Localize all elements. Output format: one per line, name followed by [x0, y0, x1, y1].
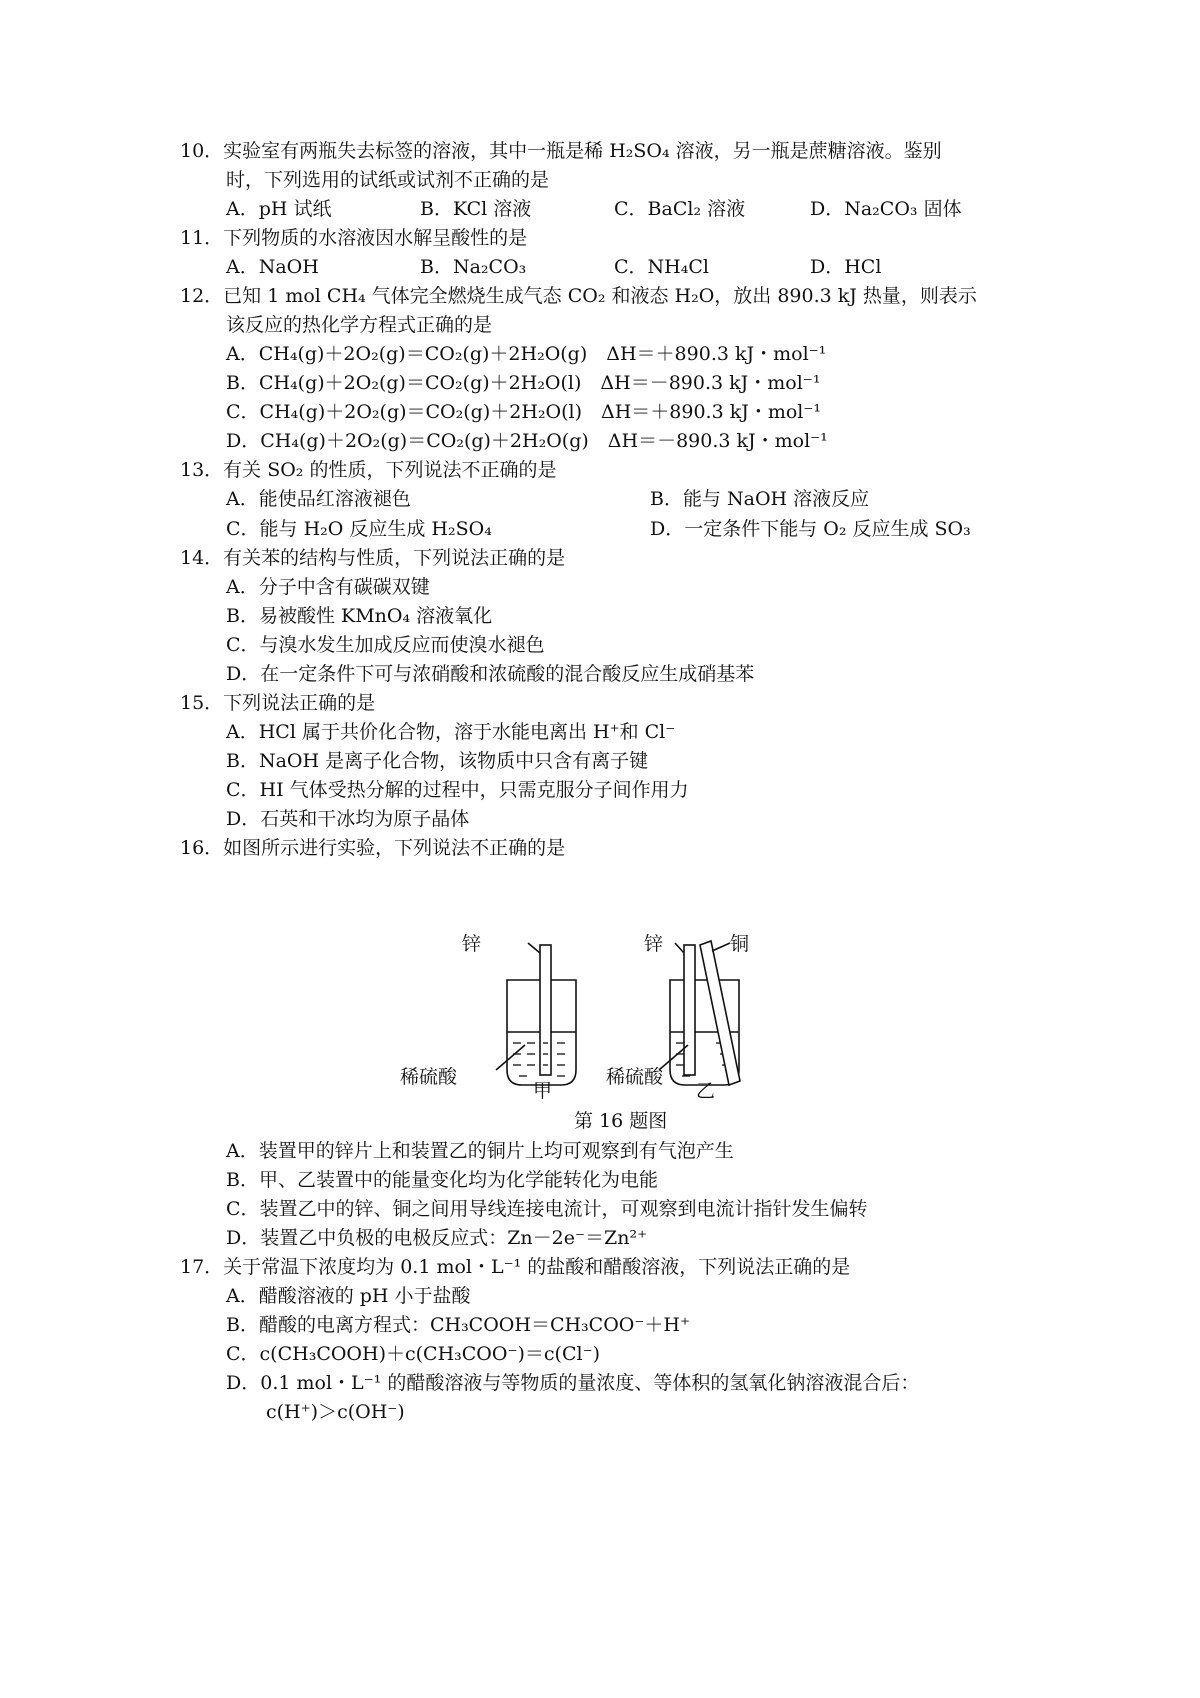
question-13-option-c: C．能与 H₂O 反应生成 H₂SO₄: [226, 518, 492, 540]
label-copper-yi: 铜: [730, 933, 750, 955]
apparatus-jia: [496, 943, 576, 1085]
label-yi: 乙: [696, 1080, 716, 1102]
label-zinc-jia: 锌: [462, 933, 482, 955]
question-17-option-d: D．0.1 mol・L⁻¹ 的醋酸溶液与等物质的量浓度、等体积的氢氧化钠溶液混合后：: [226, 1372, 920, 1394]
question-14-stem: 14．有关苯的结构与性质，下列说法正确的是: [180, 547, 566, 569]
question-11-stem: 11．下列物质的水溶液因水解呈酸性的是: [180, 227, 528, 249]
question-15-stem: 15．下列说法正确的是: [180, 692, 376, 714]
question-10-option-a: A．pH 试纸: [226, 198, 332, 220]
question-12-option-a: A．CH₄(g)＋2O₂(g)＝CO₂(g)＋2H₂O(g) ΔH＝＋890.3 kJ・mol⁻¹: [226, 343, 827, 365]
question-15-option-b: B．NaOH 是离子化合物，该物质中只含有离子键: [226, 750, 649, 772]
question-11-option-d: D．HCl: [810, 256, 882, 278]
leader-copper-yi: [712, 943, 730, 951]
question-12-option-c: C．CH₄(g)＋2O₂(g)＝CO₂(g)＋2H₂O(l) ΔH＝＋890.3 kJ・mol⁻¹: [226, 401, 822, 423]
label-acid-yi: 稀硫酸: [606, 1066, 664, 1088]
question-17-option-a: A．醋酸溶液的 pH 小于盐酸: [226, 1285, 471, 1307]
zinc-strip-jia: [540, 945, 551, 1075]
question-12-option-d: D．CH₄(g)＋2O₂(g)＝CO₂(g)＋2H₂O(g) ΔH＝－890.3 kJ・mol⁻¹: [226, 430, 828, 452]
leader-zinc-jia: [528, 943, 540, 953]
label-acid-jia: 稀硫酸: [400, 1066, 458, 1088]
question-12-stem: 12．已知 1 mol CH₄ 气体完全燃烧生成气态 CO₂ 和液态 H₂O，放出 890.3 kJ 热量，则表示: [180, 285, 977, 307]
question-14-option-a: A．分子中含有碳碳双键: [226, 576, 430, 598]
leader-zinc-yi: [675, 943, 684, 953]
question-13-stem: 13．有关 SO₂ 的性质，下列说法不正确的是: [180, 459, 557, 481]
question-15-option-c: C．HI 气体受热分解的过程中，只需克服分子间作用力: [226, 779, 689, 801]
question-16-stem: 16．如图所示进行实验，下列说法不正确的是: [180, 837, 566, 859]
question-11-option-b: B．Na₂CO₃: [420, 256, 527, 278]
question-11-option-c: C．NH₄Cl: [614, 256, 709, 278]
question-14-option-d: D．在一定条件下可与浓硝酸和浓硫酸的混合酸反应生成硝基苯: [226, 663, 755, 685]
question-12-option-b: B．CH₄(g)＋2O₂(g)＝CO₂(g)＋2H₂O(l) ΔH＝－890.3 kJ・mol⁻¹: [226, 372, 821, 394]
question-15-option-a: A．HCl 属于共价化合物，溶于水能电离出 H⁺和 Cl⁻: [226, 721, 676, 743]
question-13-option-d: D．一定条件下能与 O₂ 反应生成 SO₃: [650, 518, 971, 540]
question-16-option-d: D．装置乙中负极的电极反应式：Zn－2e⁻＝Zn²⁺: [226, 1227, 648, 1249]
question-12-stem-cont: 该反应的热化学方程式正确的是: [226, 314, 493, 336]
question-10-stem: 10．实验室有两瓶失去标签的溶液，其中一瓶是稀 H₂SO₄ 溶液，另一瓶是蔗糖溶液。鉴别: [180, 140, 942, 162]
question-14-option-c: C．与溴水发生加成反应而使溴水褪色: [226, 634, 545, 656]
leader-acid-jia: [496, 1045, 525, 1070]
question-13-option-b: B．能与 NaOH 溶液反应: [650, 488, 870, 510]
question-17-option-d-cont: c(H⁺)＞c(OH⁻): [266, 1401, 405, 1423]
question-15-option-d: D．石英和干冰均为原子晶体: [226, 808, 470, 830]
question-16-option-a: A．装置甲的锌片上和装置乙的铜片上均可观察到有气泡产生: [226, 1140, 734, 1162]
figure-16-caption: 第 16 题图: [574, 1110, 668, 1132]
question-14-option-b: B．易被酸性 KMnO₄ 溶液氧化: [226, 605, 493, 627]
copper-strip-yi: [700, 941, 740, 1085]
question-10-option-c: C．BaCl₂ 溶液: [614, 198, 746, 220]
figure-16: [400, 933, 810, 1110]
question-10-option-d: D．Na₂CO₃ 固体: [810, 198, 962, 220]
question-13-option-a: A．能使品红溶液褪色: [226, 488, 411, 510]
label-zinc-yi: 锌: [644, 933, 664, 955]
question-16-option-c: C．装置乙中的锌、铜之间用导线连接电流计，可观察到电流计指针发生偏转: [226, 1198, 868, 1220]
zinc-strip-yi: [684, 945, 695, 1075]
question-10-stem-cont: 时，下列选用的试纸或试剂不正确的是: [226, 169, 550, 191]
question-17-option-c: C．c(CH₃COOH)＋c(CH₃COO⁻)＝c(Cl⁻): [226, 1343, 601, 1365]
apparatus-yi: [659, 941, 740, 1085]
question-11-option-a: A．NaOH: [226, 256, 319, 278]
question-17-stem: 17．关于常温下浓度均为 0.1 mol・L⁻¹ 的盐酸和醋酸溶液，下列说法正确的是: [180, 1256, 851, 1278]
question-17-option-b: B．醋酸的电离方程式：CH₃COOH＝CH₃COO⁻＋H⁺: [226, 1314, 690, 1336]
label-jia: 甲: [533, 1080, 553, 1102]
question-16-option-b: B．甲、乙装置中的能量变化均为化学能转化为电能: [226, 1169, 658, 1191]
question-10-option-b: B．KCl 溶液: [420, 198, 532, 220]
